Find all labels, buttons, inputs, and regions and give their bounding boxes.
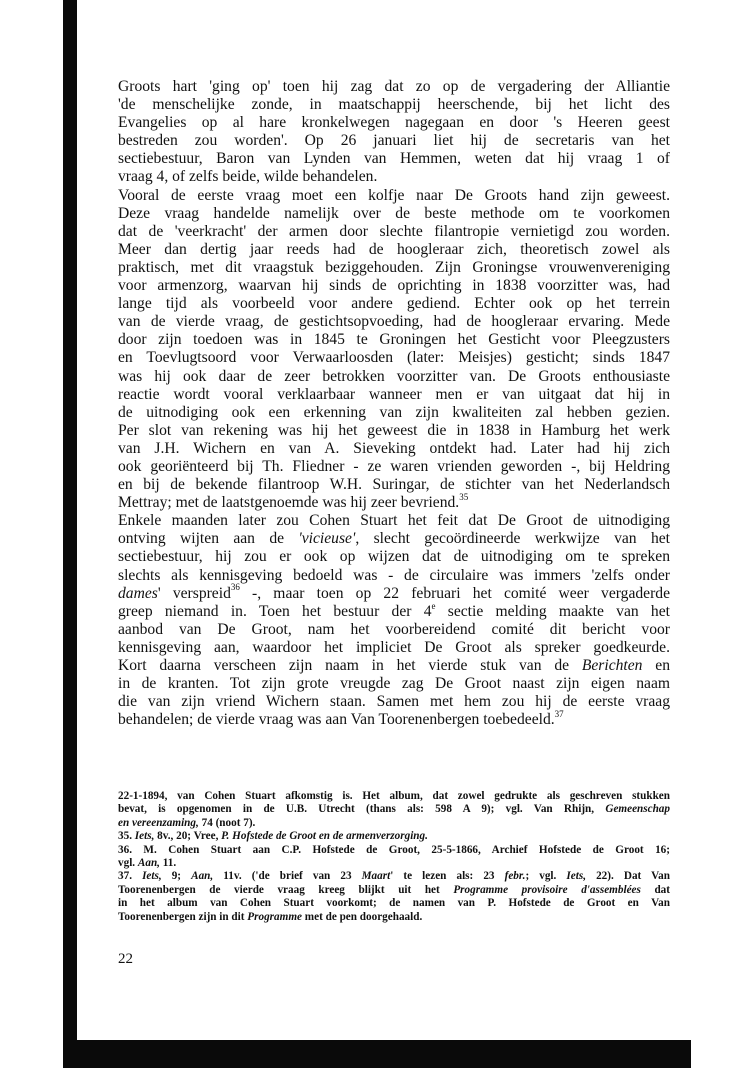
italic-run: Iets, xyxy=(566,870,586,883)
italic-run: Berichten xyxy=(581,657,643,674)
text-line: door zijn toedoen was in 1845 te Groningen het Gesticht voor Pleegzusters xyxy=(118,331,670,349)
text-line: dat de 'veerkracht' der armen door slechte filantropie vernietigd zou worden. xyxy=(118,222,670,240)
text-run: 35. xyxy=(118,830,135,843)
text-run: met de pen doorgehaald. xyxy=(302,910,423,923)
italic-run: Aan, xyxy=(191,870,214,883)
footnote-35 xyxy=(118,830,670,843)
footnote-line xyxy=(118,911,670,924)
italic-run: Iets, xyxy=(134,830,155,843)
italic-run: Maart xyxy=(361,870,391,883)
text-run: , slecht gecoördineerde werkwijze van het xyxy=(355,530,670,548)
text-line: voor armenzorg, waarvan hij sinds de oprichting in 1838 voorzitter was, had xyxy=(118,277,670,295)
text-line: Meer dan dertig jaar reeds had de hoogleraar zich, theoretisch zowel als xyxy=(118,240,670,258)
text-run: 37. xyxy=(118,870,143,883)
text-run: sectie melding maakte van het xyxy=(435,602,670,620)
paragraph-1 xyxy=(118,78,670,187)
main-body-text xyxy=(118,78,670,729)
italic-run: P. Hofstede de Groot en de armenverzorging. xyxy=(221,830,428,843)
text-run: 9; xyxy=(161,870,192,883)
text-run: vgl. xyxy=(118,857,138,870)
text-run: dat xyxy=(640,883,671,896)
italic-run: Programme provisoire d'assemblées xyxy=(453,883,641,896)
footnote-37 xyxy=(118,870,670,883)
text-run: 11v. ('de brief van 23 xyxy=(213,870,362,883)
text-run: en xyxy=(642,657,670,674)
text-run: behandelen; de vierde vraag was aan Van Toorenenbergen toebedeeld. xyxy=(118,711,555,729)
text-run: ' te lezen als: 23 xyxy=(390,870,505,883)
text-line: lange tijd als voorbeeld voor andere gediend. Echter ook op het terrein xyxy=(118,295,670,313)
text-line: Deze vraag handelde namelijk over de beste methode om te voorkomen xyxy=(118,204,670,222)
italic-run: dames xyxy=(118,584,158,602)
text-line: Per slot van rekening was hij het geweest die in 1838 in Hamburg het werk xyxy=(118,421,670,439)
footnote-line: 22-1-1894, van Cohen Stuart afkomstig is. Het album, dat zowel gedrukte als geschreven stukken xyxy=(118,790,670,802)
text-line: Evangelies op al hare kronkelwegen nagegaan en door 's Heeren geest xyxy=(118,114,670,132)
text-line: van J.H. Wichern en van A. Sieveking ontdekt had. Later had hij zich xyxy=(118,439,670,457)
text-run: Toorenenbergen zijn in dit xyxy=(118,910,248,923)
italic-run: febr. xyxy=(504,870,526,883)
text-run: ' verspreid xyxy=(157,584,231,602)
text-line: 'de menschelijke zonde, in maatschappij heerschende, bij het licht des xyxy=(118,96,670,114)
text-run: -, maar toen op 22 februari het comité weer vergaderde xyxy=(239,584,670,602)
text-run: bevat, is opgenomen in de U.B. Utrecht (thans als: 598 A 9); vgl. Van Rhijn, xyxy=(118,803,606,816)
text-line: praktisch, met dit vraagstuk beziggehouden. Zijn Groningse vrouwenvereniging xyxy=(118,258,670,276)
footnote-line xyxy=(118,857,670,870)
text-line: reactie wordt vooral verklaarbaar wanneer men er van uitgaat dat hij in xyxy=(118,385,670,403)
italic-run: 'vicieuse' xyxy=(298,530,356,548)
text-run: 74 (noot 7). xyxy=(198,816,256,829)
text-line xyxy=(118,530,670,548)
text-line: Vooral de eerste vraag moet een kolfje naar De Groots hand zijn geweest. xyxy=(118,186,670,204)
text-line: die van zijn vriend Wichern staan. Samen met hem zou hij de eerste vraag xyxy=(118,693,670,711)
text-line: aanbod van De Groot, nam het voorbereidend comité dit bericht voor xyxy=(118,620,670,638)
text-line: ook georiënteerd bij Th. Fliedner - ze waren vrienden geworden -, bij Heldring xyxy=(118,457,670,475)
text-run: Mettray; met de laatstgenoemde was hij zeer bevriend. xyxy=(118,494,460,512)
text-run: greep niemand in. Toen het bestuur der 4 xyxy=(118,602,432,620)
text-line xyxy=(118,657,670,675)
text-line: sectiebestuur, hij zou er ook op wijzen dat de uitnodiging om te spreken xyxy=(118,548,670,566)
footnote-36: 36. M. Cohen Stuart aan C.P. Hofstede de Groot, 25-5-1866, Archief Hofstede de Groot 16; xyxy=(118,843,670,856)
footnote-line xyxy=(118,803,670,816)
text-line: van de vierde vraag, de gestichtsopvoeding, had de hoogleraar ervaring. Mede xyxy=(118,313,670,331)
text-line xyxy=(118,582,670,603)
footnote-ref-37: 37 xyxy=(554,709,564,720)
text-line: en bij de bekende filantroop W.H. Suringar, de stichter van het Nederlandsch xyxy=(118,476,670,494)
text-line: vraag 4, of zelfs beide, wilde behandelen. xyxy=(118,168,378,186)
text-line xyxy=(118,491,670,512)
footnote-line: in het album van Cohen Stuart voorkomt; de namen van P. Hofstede de Groot en Van xyxy=(118,897,670,910)
text-line: in de kranten. Tot zijn grote vreugde zag De Groot naast zijn eigen naam xyxy=(118,675,670,693)
footnote-ref-35: 35 xyxy=(459,491,469,502)
footnotes xyxy=(118,790,670,924)
paragraph-3 xyxy=(118,512,670,729)
paragraph-2 xyxy=(118,187,670,513)
scan-border-bottom xyxy=(63,1040,691,1068)
scan-border-left xyxy=(63,0,77,1068)
text-line: Enkele maanden later zou Cohen Stuart het feit dat De Groot de uitnodiging xyxy=(118,512,670,530)
italic-run: Gemeenschap xyxy=(605,803,670,816)
italic-run: en vereenzaming, xyxy=(118,816,199,829)
text-line: was hij ook daar de zeer betrokken voorzitter van. De Groots enthousiaste xyxy=(118,367,670,385)
text-run: 11. xyxy=(159,857,177,870)
italic-run: Programme xyxy=(247,910,302,923)
text-line: Groots hart 'ging op' toen hij zag dat zo op de vergadering der Alliantie xyxy=(118,78,670,95)
text-line: kennisgeving aan, waardoor het impliciet De Groot als spreker goedkeurde. xyxy=(118,638,670,656)
italic-run: Iets, xyxy=(142,870,162,883)
text-line: slechts als kennisgeving bedoeld was - de circulaire was immers 'zelfs onder xyxy=(118,566,670,584)
text-line: de uitnodiging ook een erkenning van zijn kwaliteiten zal hebben gezien. xyxy=(118,403,670,421)
text-run: 22). Dat Van xyxy=(586,870,671,883)
text-run: Toorenenbergen de vierde vraag kreeg blijkt uit het xyxy=(118,883,454,896)
footnote-line xyxy=(118,884,670,897)
footnote-ref-36: 36 xyxy=(230,582,240,593)
text-line: en Toevlugtsoord voor Verwaarloosden (later: Meisjes) gesticht; sinds 1847 xyxy=(118,349,670,367)
superscript-e: e xyxy=(431,600,436,611)
text-line xyxy=(118,600,670,621)
text-line: bestreden zou worden'. Op 26 januari liet hij de secretaris van het xyxy=(118,132,670,150)
text-run: ontving wijten aan de xyxy=(118,530,299,548)
footnote-line xyxy=(118,817,670,830)
text-run: 8v., 20; Vree, xyxy=(154,830,222,843)
page-number: 22 xyxy=(118,951,133,967)
italic-run: Aan, xyxy=(137,857,160,870)
text-line: sectiebestuur, Baron van Lynden van Hemmen, weten dat hij vraag 1 of xyxy=(118,150,670,168)
text-run: ; vgl. xyxy=(525,870,567,883)
text-run: Kort daarna verscheen zijn naam in het vierde stuk van de xyxy=(118,657,582,674)
text-line xyxy=(118,711,670,729)
